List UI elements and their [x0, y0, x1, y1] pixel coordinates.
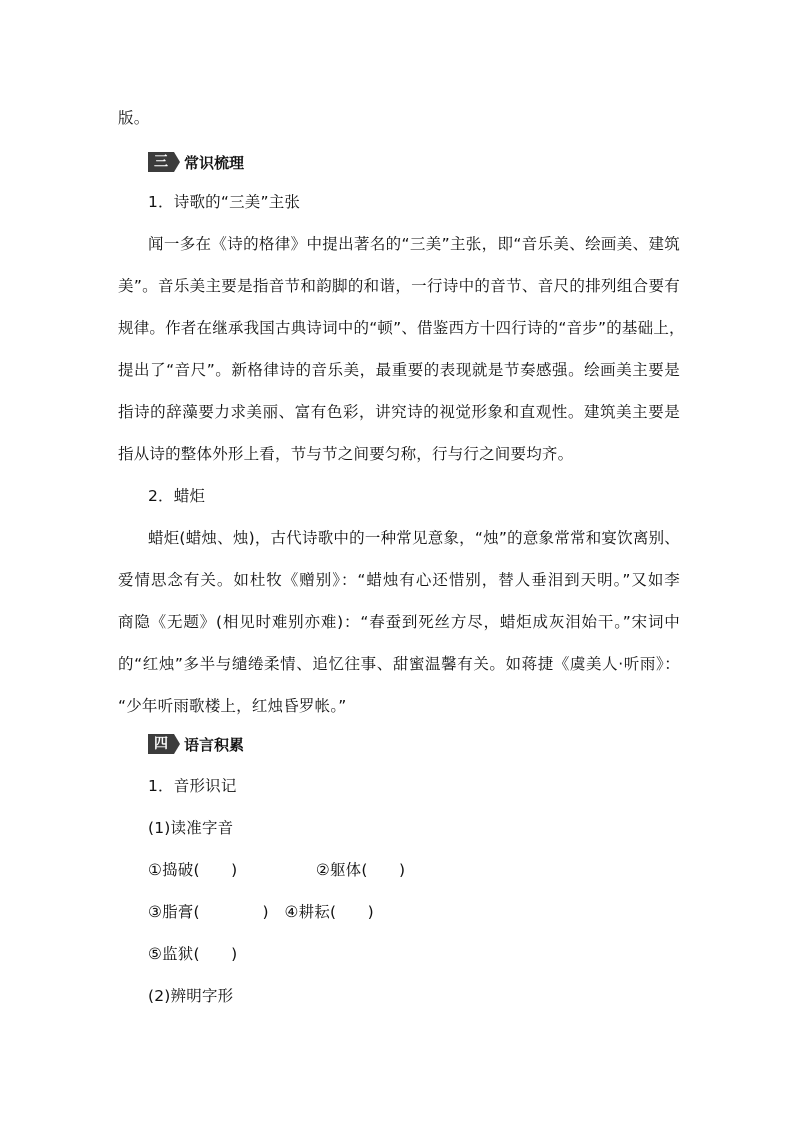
item-heading: 1．音形识记	[148, 777, 237, 795]
paragraph-line: 商隐《无题》(相见时难别亦难)：“春蚕到死丝方尽，蜡炬成灰泪始干。”宋词中	[118, 613, 680, 631]
exercise-row: ③脂膏( ) ④耕耘( )	[148, 903, 374, 921]
paragraph-line: 指从诗的整体外形上看，节与节之间要匀称，行与行之间要均齐。	[118, 445, 574, 463]
paragraph-line: “少年听雨歌楼上，红烛昏罗帐。”	[118, 697, 347, 715]
paragraph-line: 指诗的辞藻要力求美丽、富有色彩，讲究诗的视觉形象和直观性。建筑美主要是	[118, 403, 680, 421]
section-title: 语言积累	[184, 735, 245, 754]
paragraph-line: 的“红烛”多半与缱绻柔情、追忆往事、甜蜜温馨有关。如蒋捷《虞美人·听雨》：	[118, 655, 680, 673]
paragraph-line: 提出了“音尺”。新格律诗的音乐美，最重要的表现就是节奏感强。绘画美主要是	[118, 361, 680, 379]
section-number-badge: 四	[148, 734, 174, 754]
paragraph-line: 美”。音乐美主要是指音节和韵脚的和谐，一行诗中的音节、音尺的排列组合要有	[118, 277, 680, 295]
paragraph-line: 爱情思念有关。如杜牧《赠别》：“蜡烛有心还惜别，替人垂泪到天明。”又如李	[118, 571, 680, 589]
paragraph-line: 规律。作者在继承我国古典诗词中的“顿”、借鉴西方十四行诗的“音步”的基础上，	[118, 319, 685, 337]
item-heading: 2．蜡炬	[148, 487, 206, 505]
sub-heading: (2)辨明字形	[148, 987, 234, 1005]
item-heading: 1．诗歌的“三美”主张	[148, 193, 301, 211]
exercise-row: ⑤监狱( )	[148, 945, 238, 963]
section-header-4	[148, 733, 244, 755]
paragraph-line: 闻一多在《诗的格律》中提出著名的“三美”主张，即“音乐美、绘画美、建筑	[148, 235, 680, 253]
paragraph-line: 蜡炬(蜡烛、烛)，古代诗歌中的一种常见意象，“烛”的意象常常和宴饮离别、	[148, 529, 680, 547]
section-number-badge: 三	[148, 152, 174, 172]
section-title: 常识梳理	[184, 153, 245, 172]
exercise-row: ①捣破( ) ②躯体( )	[148, 861, 406, 879]
sub-heading: (1)读准字音	[148, 819, 234, 837]
continued-text: 版。	[118, 109, 150, 127]
section-header-3	[148, 151, 244, 173]
